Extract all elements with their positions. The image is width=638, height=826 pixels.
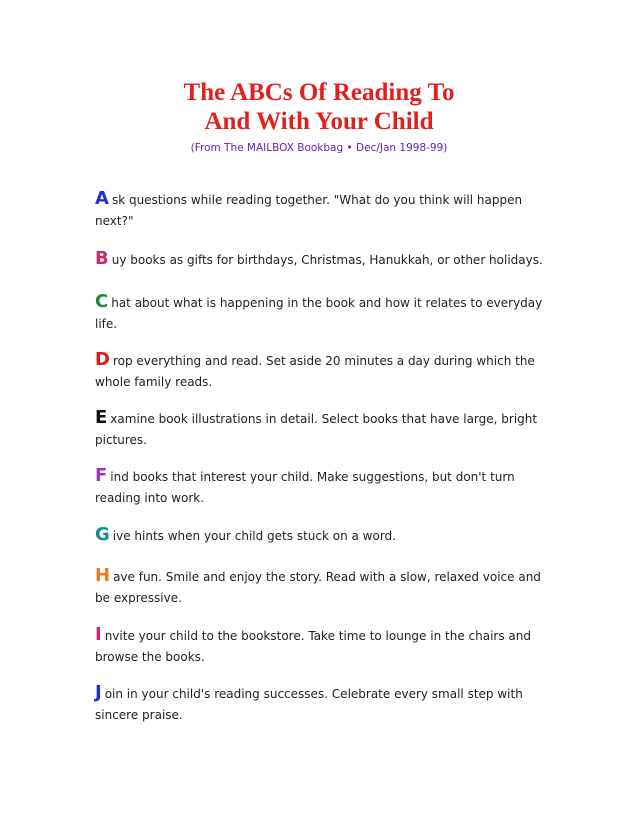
entry-h-text: ave fun. Smile and enjoy the story. Read with a slow, relaxed voice and be expressive. (95, 570, 541, 605)
entry-g (95, 524, 555, 547)
entry-c-text: hat about what is happening in the book and how it relates to everyday life. (95, 296, 543, 331)
entry-e (95, 407, 555, 451)
entry-e-text: xamine book illustrations in detail. Select books that have large, bright pictures. (95, 412, 538, 447)
entry-b (95, 248, 555, 271)
entry-f-letter: F (95, 465, 108, 486)
entry-f (95, 465, 555, 509)
entry-d-letter: D (95, 349, 110, 370)
entry-j (95, 682, 555, 726)
title-line-2: And With Your Child (204, 108, 434, 135)
subtitle: (From The MAILBOX Bookbag • Dec/Jan 1998-99) (190, 142, 448, 154)
entry-a-letter: A (95, 188, 109, 209)
entry-b-text: uy books as gifts for birthdays, Christmas, Hanukkah, or other holidays. (111, 253, 543, 267)
entry-e-letter: E (95, 407, 108, 428)
entry-d (95, 349, 555, 393)
entry-g-text: ive hints when your child gets stuck on a word. (112, 529, 396, 543)
entry-a (95, 188, 555, 232)
entry-g-letter: G (95, 524, 110, 545)
title-line-1: The ABCs Of Reading To (183, 79, 455, 106)
entry-f-text: ind books that interest your child. Make suggestions, but don't turn reading into work. (95, 470, 515, 505)
entry-c (95, 291, 555, 335)
entry-a-text: sk questions while reading together. "What do you think will happen next?" (95, 193, 523, 228)
entry-b-letter: B (95, 248, 109, 269)
entry-i-text: nvite your child to the bookstore. Take time to lounge in the chairs and browse the books. (95, 629, 531, 664)
document-header (0, 78, 638, 156)
entry-j-letter: J (95, 682, 102, 703)
entry-h (95, 565, 555, 609)
entry-d-text: rop everything and read. Set aside 20 minutes a day during which the whole family reads. (95, 354, 535, 389)
entry-i-letter: I (95, 624, 102, 645)
entry-j-text: oin in your child's reading successes. Celebrate every small step with sincere praise. (95, 687, 523, 722)
entry-i (95, 624, 555, 668)
entry-c-letter: C (95, 291, 109, 312)
entry-h-letter: H (95, 565, 111, 586)
